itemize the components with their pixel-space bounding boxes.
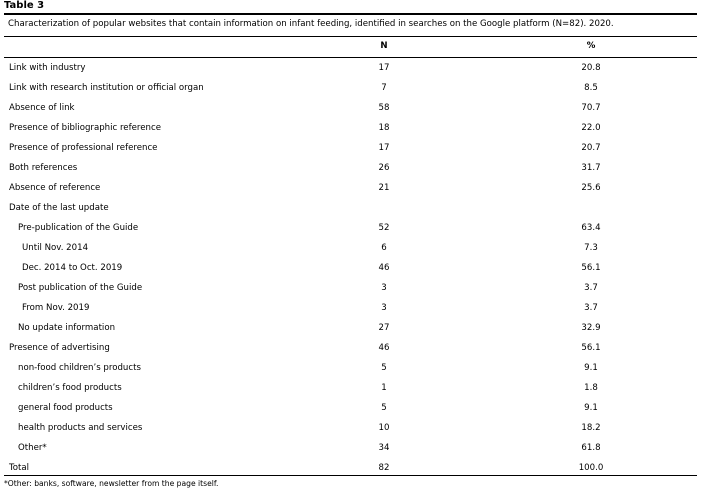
- row-n-value: 1: [381, 383, 387, 393]
- row-label: Link with research institution or official organ: [9, 83, 204, 93]
- table-row: [0, 338, 701, 358]
- row-n-value: 52: [378, 223, 390, 233]
- table-footnote: *Other: banks, software, newsletter from the page itself.: [4, 479, 219, 488]
- row-label: health products and services: [18, 423, 143, 433]
- row-percent-value: 9.1: [584, 363, 598, 373]
- row-n-value: 3: [381, 303, 387, 313]
- table-label: Table 3: [4, 0, 45, 11]
- row-percent-value: 9.1: [584, 403, 598, 413]
- row-percent-value: 20.8: [581, 63, 601, 73]
- table-row: [0, 378, 701, 398]
- table-row: [0, 218, 701, 238]
- row-label: Other*: [18, 443, 47, 453]
- row-percent-value: 56.1: [581, 343, 601, 353]
- row-n-value: 7: [381, 83, 387, 93]
- table-row: [0, 138, 701, 158]
- table-row: [0, 358, 701, 378]
- row-n-value: 21: [378, 183, 390, 193]
- row-percent-value: 70.7: [581, 103, 601, 113]
- row-n-value: 34: [378, 443, 390, 453]
- bottom-rule: [4, 475, 697, 476]
- row-label: Absence of link: [9, 103, 75, 113]
- table-row: [0, 118, 701, 138]
- row-percent-value: 3.7: [584, 283, 598, 293]
- table-row: [0, 158, 701, 178]
- top-rule: [4, 13, 697, 15]
- row-percent-value: 63.4: [581, 223, 601, 233]
- row-n-value: 46: [378, 263, 390, 273]
- row-label: non-food children’s products: [18, 363, 141, 373]
- row-percent-value: 32.9: [581, 323, 601, 333]
- row-n-value: 5: [381, 403, 387, 413]
- row-percent-value: 20.7: [581, 143, 601, 153]
- row-label: Presence of bibliographic reference: [9, 123, 161, 133]
- row-label: Post publication of the Guide: [18, 283, 143, 293]
- table-row: [0, 438, 701, 458]
- row-percent-value: 18.2: [581, 423, 601, 433]
- row-percent-value: 61.8: [581, 443, 601, 453]
- row-n-value: 6: [381, 243, 387, 253]
- row-label: Presence of advertising: [9, 343, 110, 353]
- table-row: [0, 58, 701, 78]
- row-label: children’s food products: [18, 383, 122, 393]
- row-percent-value: 25.6: [581, 183, 601, 193]
- row-percent-value: 56.1: [581, 263, 601, 273]
- table-row: [0, 78, 701, 98]
- row-label: From Nov. 2019: [22, 303, 90, 313]
- row-n-value: 27: [378, 323, 390, 333]
- row-n-value: 26: [378, 163, 390, 173]
- row-n-value: 17: [378, 63, 390, 73]
- row-n-value: 46: [378, 343, 390, 353]
- table-row: [0, 238, 701, 258]
- table-row: [0, 418, 701, 438]
- row-label: Presence of professional reference: [9, 143, 158, 153]
- row-n-value: 10: [378, 423, 390, 433]
- row-n-value: 17: [378, 143, 390, 153]
- row-label: Link with industry: [9, 63, 86, 73]
- table-row: [0, 318, 701, 338]
- caption-rule: [4, 36, 697, 37]
- row-percent-value: 31.7: [581, 163, 601, 173]
- row-label: general food products: [18, 403, 113, 413]
- row-label: Total: [9, 463, 30, 473]
- row-label: Both references: [9, 163, 78, 173]
- row-n-value: 82: [378, 463, 390, 473]
- row-percent-value: 3.7: [584, 303, 598, 313]
- row-label: Absence of reference: [9, 183, 101, 193]
- row-percent-value: 100.0: [578, 463, 604, 473]
- row-percent-value: 7.3: [584, 243, 598, 253]
- table-row: [0, 198, 701, 218]
- table-row: [0, 398, 701, 418]
- row-label: Date of the last update: [9, 203, 109, 213]
- table-row: [0, 278, 701, 298]
- row-percent-value: 1.8: [584, 383, 598, 393]
- table-caption: Characterization of popular websites that contain information on infant feeding, identified in searches on the Google platform (N=82). 2020.: [8, 19, 614, 29]
- column-header-n: N: [380, 41, 388, 51]
- table-row: [0, 178, 701, 198]
- row-label: Until Nov. 2014: [22, 243, 89, 253]
- row-n-value: 58: [378, 103, 390, 113]
- row-percent-value: 22.0: [581, 123, 601, 133]
- column-header-percent: %: [586, 41, 596, 51]
- row-n-value: 3: [381, 283, 387, 293]
- row-label: Dec. 2014 to Oct. 2019: [22, 263, 123, 273]
- row-percent-value: 8.5: [584, 83, 598, 93]
- row-n-value: 5: [381, 363, 387, 373]
- table-row: [0, 98, 701, 118]
- table-row: [0, 298, 701, 318]
- row-label: No update information: [18, 323, 116, 333]
- table-row: [0, 258, 701, 278]
- row-label: Pre-publication of the Guide: [18, 223, 139, 233]
- row-n-value: 18: [378, 123, 390, 133]
